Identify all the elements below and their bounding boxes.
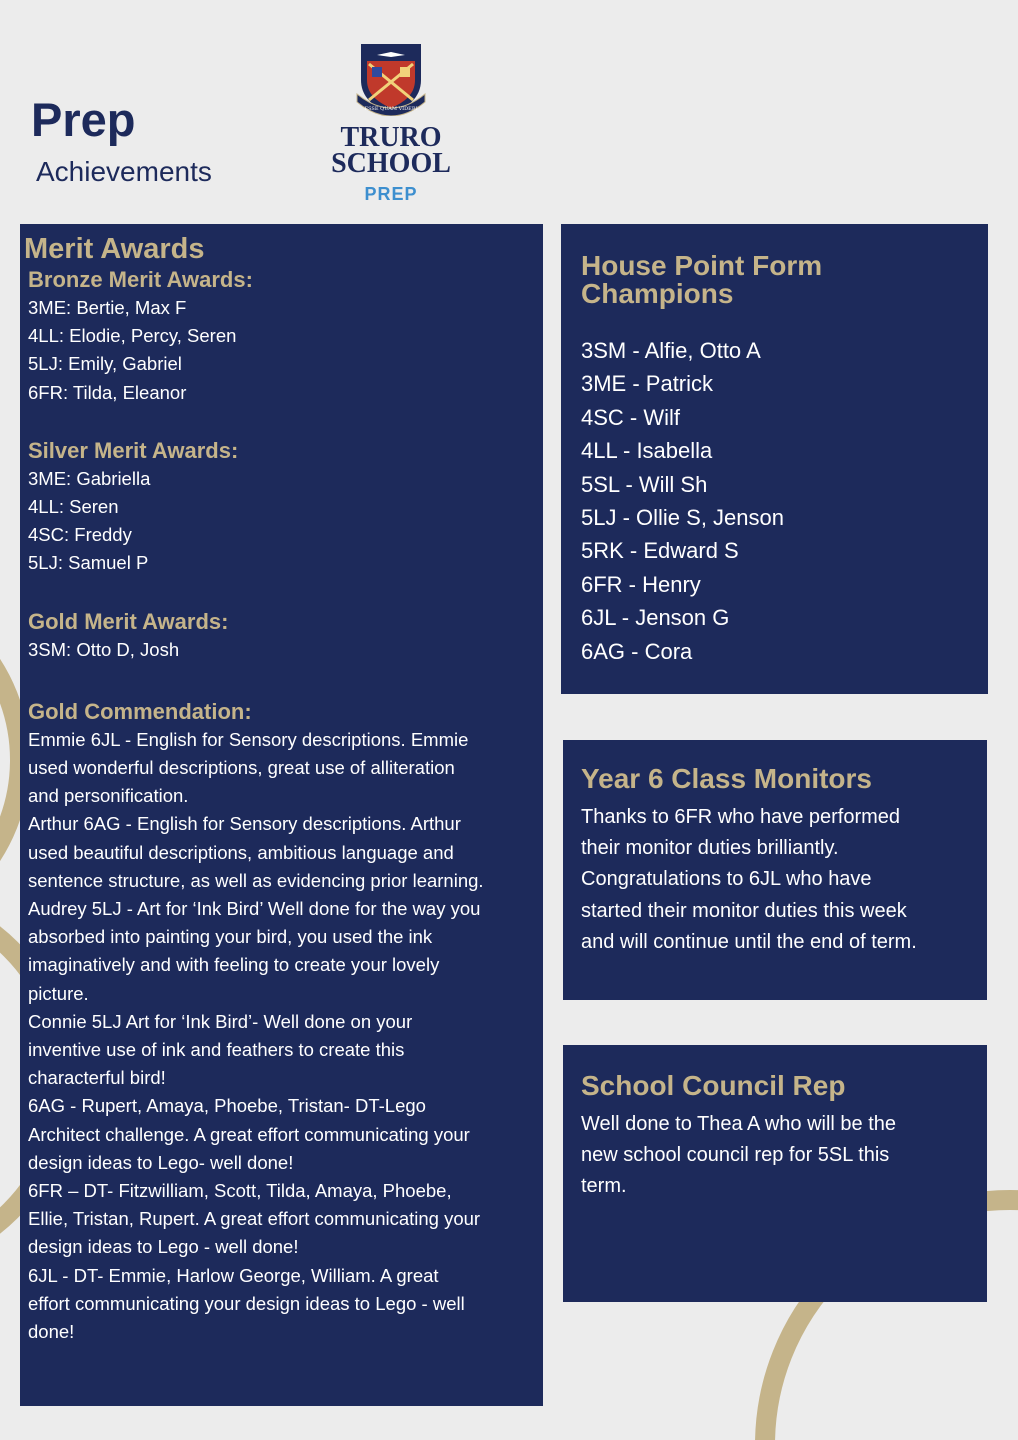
logo-text-truro: TRURO <box>340 122 442 153</box>
silver-line: 4SC: Freddy <box>28 524 132 546</box>
monitors-line: their monitor duties brilliantly. <box>581 837 839 860</box>
house-point-row: 6AG - Cora <box>581 638 693 664</box>
commendation-line: Audrey 5LJ - Art for ‘Ink Bird’ Well done for the way you <box>28 898 481 920</box>
house-point-row: 5SL - Will Sh <box>581 471 708 497</box>
commendation-line: design ideas to Lego- well done! <box>28 1151 294 1173</box>
commendation-line: Connie 5LJ Art for ‘Ink Bird’- Well done on your <box>28 1010 413 1032</box>
commendation-line: 6JL - DT- Emmie, Harlow George, William. A great <box>28 1264 439 1286</box>
svg-text:ESSE QUAM VIDERI: ESSE QUAM VIDERI <box>364 106 418 112</box>
commendation-line: Ellie, Tristan, Rupert. A great effort communicating your <box>28 1208 481 1230</box>
house-point-heading-line1: House Point Form <box>581 250 823 281</box>
commendation-line: sentence structure, as well as evidencing prior learning. <box>28 869 484 891</box>
commendation-line: Arthur 6AG - English for Sensory descriptions. Arthur <box>28 813 461 835</box>
commendation-line: used beautiful descriptions, ambitious language and <box>28 841 454 863</box>
gold-heading: Gold Merit Awards: <box>28 608 229 634</box>
merit-awards-panel <box>20 224 543 1406</box>
monitors-line: Thanks to 6FR who have performed <box>581 806 901 828</box>
silver-line: 4LL: Seren <box>28 496 119 518</box>
commendation-line: absorbed into painting your bird, you used the ink <box>28 926 433 948</box>
commendation-line: imaginatively and with feeling to create your lovely <box>28 954 440 976</box>
commendation-line: characterful bird! <box>28 1067 166 1089</box>
house-point-champions-panel <box>561 224 988 694</box>
commendation-line: 6AG - Rupert, Amaya, Phoebe, Tristan- DT-Lego <box>28 1095 426 1117</box>
house-point-row: 5RK - Edward S <box>581 538 739 564</box>
bronze-line: 5LJ: Emily, Gabriel <box>28 353 182 375</box>
commendation-line: done! <box>28 1321 75 1343</box>
class-monitors-panel <box>563 740 987 1000</box>
monitors-line: started their monitor duties this week <box>581 899 907 922</box>
commendation-line: used wonderful descriptions, great use of alliteration <box>28 757 455 779</box>
school-council-heading: School Council Rep <box>581 1070 846 1101</box>
merit-awards-heading: Merit Awards <box>24 233 205 265</box>
commendation-line: effort communicating your design ideas to Lego - well <box>28 1292 465 1314</box>
house-point-row: 3ME - Patrick <box>581 371 714 397</box>
house-point-row: 5LJ - Ollie S, Jenson <box>581 505 784 531</box>
left-arc-upper <box>0 585 20 935</box>
silver-line: 5LJ: Samuel P <box>28 552 149 574</box>
bronze-line: 4LL: Elodie, Percy, Seren <box>28 325 237 347</box>
page-title: Prep <box>31 93 136 146</box>
bronze-line: 3ME: Bertie, Max F <box>28 297 187 318</box>
monitors-line: and will continue until the end of term. <box>581 930 917 953</box>
house-point-row: 4SC - Wilf <box>581 404 680 430</box>
commendation-line: 6FR – DT- Fitzwilliam, Scott, Tilda, Amaya, Phoebe, <box>28 1180 452 1202</box>
silver-line: 3ME: Gabriella <box>28 467 151 489</box>
logo-text-prep: PREP <box>364 184 418 204</box>
crest-icon <box>355 40 427 116</box>
council-line: Well done to Thea A who will be the <box>581 1113 897 1135</box>
house-point-heading-line2: Champions <box>581 278 734 309</box>
house-point-row: 6JL - Jenson G <box>581 605 730 631</box>
house-point-row: 4LL - Isabella <box>581 438 713 464</box>
class-monitors-heading: Year 6 Class Monitors <box>581 763 873 794</box>
commendation-line: design ideas to Lego - well done! <box>28 1236 299 1258</box>
house-point-row: 6FR - Henry <box>581 571 701 597</box>
commendation-line: and personification. <box>28 785 189 807</box>
school-logo <box>322 40 460 206</box>
house-point-heading <box>581 252 968 308</box>
council-line: term. <box>581 1175 627 1198</box>
commendation-line: Emmie 6JL - English for Sensory descriptions. Emmie <box>28 728 469 750</box>
house-point-row: 3SM - Alfie, Otto A <box>581 338 761 363</box>
bronze-heading: Bronze Merit Awards: <box>28 267 253 292</box>
commendation-heading: Gold Commendation: <box>28 698 252 724</box>
commendation-line: Architect challenge. A great effort communicating your <box>28 1123 470 1145</box>
silver-heading: Silver Merit Awards: <box>28 437 239 463</box>
page-subtitle: Achievements <box>36 156 212 187</box>
commendation-line: inventive use of ink and feathers to create this <box>28 1039 405 1061</box>
monitors-line: Congratulations to 6JL who have <box>581 868 872 891</box>
gold-line: 3SM: Otto D, Josh <box>28 638 180 660</box>
logo-text-school: SCHOOL <box>331 148 451 179</box>
school-council-panel <box>563 1045 987 1302</box>
council-line: new school council rep for 5SL this <box>581 1144 890 1167</box>
bronze-line: 6FR: Tilda, Eleanor <box>28 381 187 403</box>
commendation-line: picture. <box>28 982 89 1004</box>
